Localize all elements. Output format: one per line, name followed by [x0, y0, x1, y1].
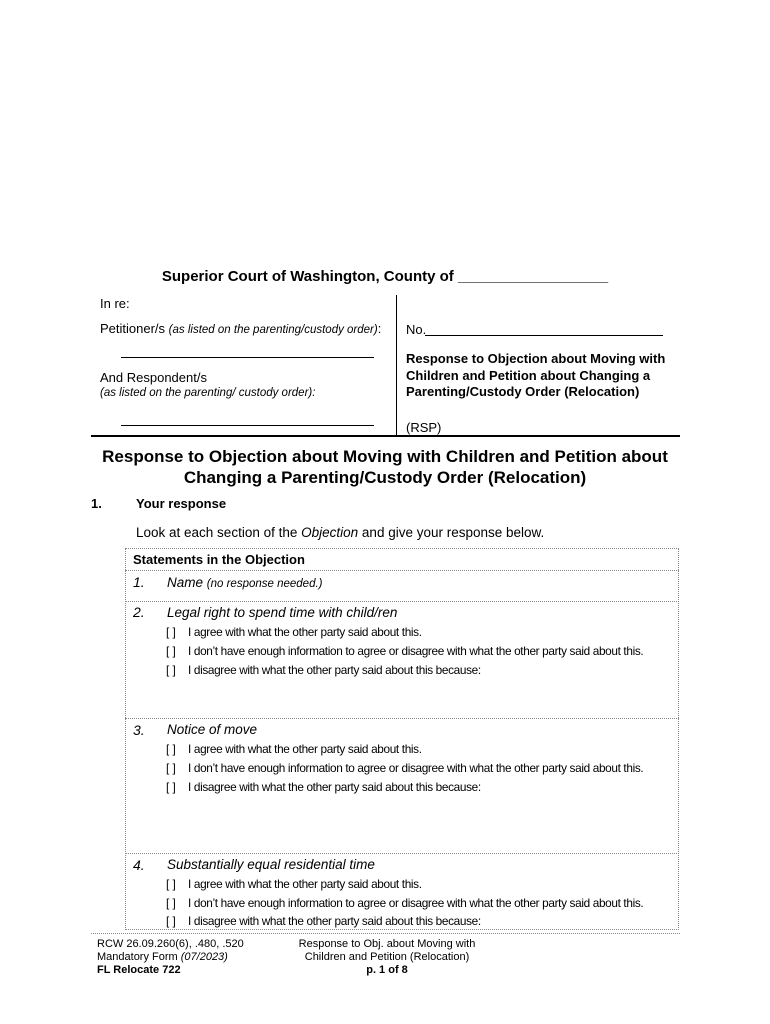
- footer-form-id: FL Relocate 722: [97, 964, 181, 976]
- option-label: I disagree with what the other party said about this because:: [188, 914, 481, 928]
- option-not-enough-info[interactable]: [166, 896, 643, 910]
- item-number: 1.: [133, 574, 145, 590]
- section-instruction: [136, 525, 544, 540]
- option-agree[interactable]: [166, 742, 422, 756]
- option-label: I agree with what the other party said about this.: [188, 877, 422, 891]
- item-number: 3.: [133, 722, 145, 738]
- item-title: Legal right to spend time with child/ren: [167, 605, 398, 620]
- petitioner-colon: :: [377, 321, 382, 336]
- respondent-note: (as listed on the parenting/ custody order): [100, 387, 313, 399]
- option-disagree[interactable]: [166, 780, 481, 794]
- table-header: Statements in the Objection: [133, 552, 305, 567]
- section-number: 1.: [91, 496, 102, 511]
- table-row-divider: [125, 718, 679, 719]
- instruction-italic: Objection: [301, 525, 359, 540]
- option-label: I disagree with what the other party said about this because:: [188, 780, 481, 794]
- footer-mandatory-label: Mandatory Form: [97, 951, 181, 963]
- checkbox-icon[interactable]: [ ]: [166, 742, 176, 756]
- petitioner-label-text: Petitioner/s: [100, 321, 166, 336]
- checkbox-icon[interactable]: [ ]: [166, 877, 176, 891]
- case-number-label: No.: [406, 322, 427, 337]
- option-agree[interactable]: [166, 877, 422, 891]
- option-not-enough-info[interactable]: [166, 644, 643, 658]
- option-label: I agree with what the other party said about this.: [188, 625, 422, 639]
- footer-page: p. 1 of 8: [366, 964, 408, 976]
- case-number-field[interactable]: [425, 335, 663, 336]
- court-heading: Superior Court of Washington, County of __________________: [161, 268, 609, 285]
- footer-rule: [91, 933, 680, 934]
- form-title-caption: Response to Objection about Moving with Children and Petition about Changing a Parenting/Custody Order (Relocation): [406, 351, 666, 399]
- item-title: Notice of move: [167, 722, 258, 737]
- petitioner-label: [100, 321, 381, 336]
- respondent-note-wrap: [100, 387, 315, 399]
- footer-mandatory: [97, 951, 244, 964]
- item-number: 4.: [133, 857, 145, 873]
- item-title: Substantially equal residential time: [167, 857, 375, 872]
- instruction-after: and give your response below.: [358, 525, 545, 540]
- table-row-divider: [125, 601, 679, 602]
- footer-center: [280, 938, 494, 977]
- form-code: (RSP): [406, 420, 442, 435]
- footer-center-line2: Children and Petition (Relocation): [304, 951, 470, 963]
- checkbox-icon[interactable]: [ ]: [166, 914, 176, 928]
- option-disagree[interactable]: [166, 663, 481, 677]
- checkbox-icon[interactable]: [ ]: [166, 644, 176, 658]
- caption-bottom-rule: [91, 435, 680, 437]
- option-label: I disagree with what the other party said about this because:: [188, 663, 481, 677]
- checkbox-icon[interactable]: [ ]: [166, 761, 176, 775]
- option-not-enough-info[interactable]: [166, 761, 643, 775]
- caption-divider: [396, 295, 397, 437]
- respondent-label: And Respondent/s: [100, 370, 207, 385]
- footer-rcw: RCW 26.09.260(6), .480, .520: [97, 938, 244, 950]
- instruction-before: Look at each section of the: [136, 525, 302, 540]
- checkbox-icon[interactable]: [ ]: [166, 625, 176, 639]
- item-title: [167, 575, 323, 590]
- footer-mandatory-date: (07/2023): [180, 951, 228, 963]
- option-label: I don’t have enough information to agree or disagree with what the other party said about this.: [188, 761, 644, 775]
- option-agree[interactable]: [166, 625, 422, 639]
- item-title-text: Name: [167, 575, 204, 590]
- main-title-line2: Changing a Parenting/Custody Order (Relocation): [183, 468, 587, 487]
- in-re-label: In re:: [100, 296, 130, 311]
- table-header-divider: [125, 570, 679, 571]
- footer-left: [97, 938, 244, 977]
- footer-center-line1: Response to Obj. about Moving with: [298, 938, 476, 950]
- respondent-colon: :: [312, 387, 316, 399]
- option-label: I don’t have enough information to agree or disagree with what the other party said about this.: [188, 896, 644, 910]
- main-title-line1: Response to Objection about Moving with Children and Petition about: [102, 447, 668, 466]
- petitioner-name-line[interactable]: [121, 357, 374, 358]
- item-number: 2.: [133, 604, 145, 620]
- checkbox-icon[interactable]: [ ]: [166, 896, 176, 910]
- respondent-name-line[interactable]: [121, 425, 374, 426]
- checkbox-icon[interactable]: [ ]: [166, 663, 176, 677]
- item-subtitle: (no response needed.): [206, 578, 323, 590]
- option-disagree[interactable]: [166, 914, 481, 928]
- option-label: I agree with what the other party said about this.: [188, 742, 422, 756]
- option-label: I don’t have enough information to agree or disagree with what the other party said about this.: [188, 644, 644, 658]
- main-title: [0, 446, 770, 488]
- petitioner-note: (as listed on the parenting/custody order): [168, 324, 378, 336]
- table-row-divider: [125, 853, 679, 854]
- section-title: Your response: [136, 496, 227, 511]
- checkbox-icon[interactable]: [ ]: [166, 780, 176, 794]
